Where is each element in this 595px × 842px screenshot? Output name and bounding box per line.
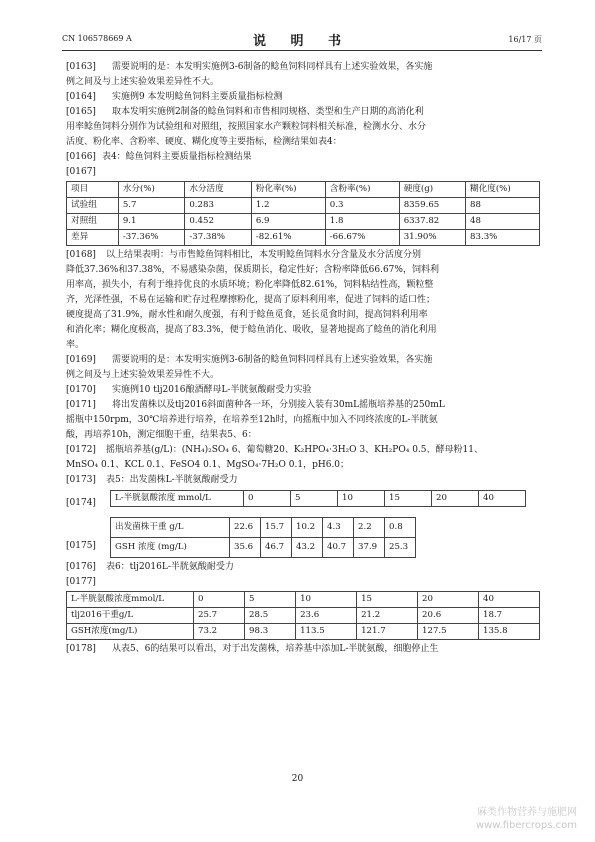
paragraph-0163: [66, 60, 540, 90]
table-cell: 4.3: [323, 518, 354, 538]
table-cell: tlj2016干重g/L: [67, 608, 194, 624]
paragraph-line: 将出发菌株以及tlj2016斜面菌种各一环，分别接入装有30mL摇瓶培养基的250mL: [111, 400, 445, 410]
paragraph-number: [0174]: [66, 498, 96, 508]
table-row: [111, 518, 416, 538]
paragraph-0170: [66, 383, 540, 398]
paragraph-number: [0177]: [66, 577, 96, 587]
paragraph-0176: [66, 560, 540, 575]
table-cell: 5: [291, 491, 338, 507]
table-row: [111, 491, 526, 507]
table-cell: 40: [479, 491, 526, 507]
paragraph-line: 以上结果表明：与市售鲶鱼饲料相比，本发明鲶鱼饲料水分含量及水分活度分别: [105, 250, 421, 260]
paragraph-number: [0170]: [66, 385, 96, 395]
table-cell: 43.2: [292, 538, 323, 558]
table-cell: 差异: [67, 230, 119, 246]
table-row: [67, 592, 540, 608]
section-heading: 实施例9 本发明鲶鱼饲料主要质量指标检测: [111, 92, 283, 102]
paragraph-number: [0166]: [66, 152, 96, 162]
paragraph-0177: [66, 575, 540, 590]
table-cell: 1.8: [325, 214, 399, 230]
table-5-results: [110, 517, 416, 558]
table-cell: 40: [479, 592, 540, 608]
table-cell: 试验组: [67, 198, 119, 214]
table-row: [111, 538, 416, 558]
paragraph-line: 摇瓶中150rpm，30℃培养进行培养，在培养至12h时，向摇瓶中加入不同终浓度的L-半胱氨: [66, 415, 438, 425]
paragraph-number: [0167]: [66, 167, 96, 177]
table-cell: 0: [194, 592, 245, 608]
table-cell: 121.7: [357, 624, 418, 640]
paragraph-number: [0163]: [66, 62, 96, 72]
paragraph-line: 活度、粉化率、含粉率、硬度、糊化度等主要指标，检测结果如表4：: [66, 137, 342, 147]
table-cell: 6.9: [251, 214, 325, 230]
table-cell: 项目: [67, 182, 119, 198]
table-cell: 22.6: [230, 518, 261, 538]
paragraph-0174: [66, 490, 540, 507]
paragraph-line: 需要说明的是：本发明实施例3-6制备的鲶鱼饲料同样具有上述实验效果，各实施: [111, 355, 433, 365]
table-5-concentration-row: [110, 490, 526, 507]
table-row: [67, 214, 540, 230]
paragraph-number: [0173]: [66, 475, 96, 485]
paragraph-line: 和消化率；糊化度极高，提高了83.3%，便于鲶鱼消化、吸收，显著地提高了鲶鱼的消化利用: [66, 325, 437, 335]
table-cell: 5: [245, 592, 296, 608]
table-row: [67, 624, 540, 640]
paragraph-0175: [66, 517, 540, 558]
table-header-row: [67, 182, 540, 198]
table-cell: L-半胱氨酸浓度 mmol/L: [111, 491, 244, 507]
table-cell: 113.5: [296, 624, 357, 640]
table-6-tolerance: [66, 591, 540, 640]
table-cell: 出发菌株干重 g/L: [111, 518, 230, 538]
table-cell: 0.8: [385, 518, 416, 538]
table-cell: 25.7: [194, 608, 245, 624]
paragraph-number: [0175]: [66, 541, 96, 551]
paragraph-0173: [66, 473, 540, 488]
page-header: [62, 30, 542, 48]
document-title: 说 明 书: [252, 34, 352, 49]
table-cell: -37.38%: [185, 230, 252, 246]
section-heading: 实施例10 tlj2016酿酒酵母L-半胱氨酸耐受力实验: [111, 385, 312, 395]
table-row: [67, 608, 540, 624]
paragraph-0165: [66, 105, 540, 150]
table-cell: 127.5: [418, 624, 479, 640]
table-cell: 硬度(g): [399, 182, 465, 198]
table-cell: -37.36%: [118, 230, 185, 246]
table-cell: 0.3: [325, 198, 399, 214]
table-cell: 对照组: [67, 214, 119, 230]
table-cell: 10.2: [292, 518, 323, 538]
table-cell: 20: [418, 592, 479, 608]
table-cell: 15: [385, 491, 432, 507]
paragraph-line: 齐，光泽性强，不易在运输和贮存过程摩擦粉化，提高了原料利用率，促进了饲料的适口性；: [66, 295, 436, 305]
paragraph-number: [0169]: [66, 355, 96, 365]
paragraph-number: [0176]: [66, 562, 96, 572]
table-cell: 98.3: [245, 624, 296, 640]
paragraph-line: 率。: [66, 340, 85, 350]
table-cell: 31.90%: [399, 230, 465, 246]
table-cell: 73.2: [194, 624, 245, 640]
table-cell: 83.3%: [466, 230, 540, 246]
table-cell: 10: [338, 491, 385, 507]
paragraph-line: 降低37.36%和37.38%，不易感染杂菌，保质期长，稳定性好；含粉率降低66.67%，饲料利: [66, 265, 439, 275]
table-cell: 88: [466, 198, 540, 214]
table-cell: -66.67%: [325, 230, 399, 246]
table-caption: 表6：tlj2016L-半胱氨酸耐受力: [105, 562, 234, 572]
paragraph-number: [0168]: [66, 250, 96, 260]
table-cell: 0.452: [185, 214, 252, 230]
table-cell: 水分活度: [185, 182, 252, 198]
page-number: 20: [291, 774, 304, 784]
table-cell: 20: [432, 491, 479, 507]
document-body: [66, 60, 540, 657]
table-cell: 水分(%): [118, 182, 185, 198]
paragraph-line: 硬度提高了31.9%，耐水性和耐久度强，有利于鲶鱼觅食，延长觅食时间，提高饲料利用率: [66, 310, 428, 320]
paragraph-number: [0164]: [66, 92, 96, 102]
paragraph-0169: [66, 353, 540, 383]
table-caption: 表5：出发菌株L-半胱氨酸耐受力: [105, 475, 238, 485]
table-cell: 15.7: [261, 518, 292, 538]
table-cell: 0: [244, 491, 291, 507]
paragraph-0172: [66, 443, 540, 473]
table-cell: L-半胱氨酸浓度mmol/L: [67, 592, 194, 608]
paragraph-0167: [66, 165, 540, 180]
watermark: [476, 806, 577, 832]
header-rule: [62, 50, 542, 51]
paragraph-0166: [66, 150, 540, 165]
table-cell: 15: [357, 592, 418, 608]
table-cell: 1.2: [251, 198, 325, 214]
paragraph-number: [0165]: [66, 107, 96, 117]
table-cell: 25.3: [385, 538, 416, 558]
table-cell: 粉化率(%): [251, 182, 325, 198]
table-cell: 20.6: [418, 608, 479, 624]
paragraph-0164: [66, 90, 540, 105]
paragraph-number: [0171]: [66, 400, 96, 410]
paragraph-line: 取本发明实施例2制备的鲶鱼饲料和市售相同规格、类型和生产日期的高消化利: [111, 107, 424, 117]
table-cell: 35.6: [230, 538, 261, 558]
paragraph-line: 用率高，损失小，有利于维持优良的水质环境；粉化率降低82.61%，饲料粘结性高，颗粒整: [66, 280, 434, 290]
table-cell: 21.2: [357, 608, 418, 624]
table-4-quality-indicators: [66, 181, 540, 246]
table-cell: 40.7: [323, 538, 354, 558]
table-cell: 48: [466, 214, 540, 230]
table-cell: 135.8: [479, 624, 540, 640]
paragraph-line: 需要说明的是：本发明实施例3-6制备的鲶鱼饲料同样具有上述实验效果，各实施: [111, 62, 433, 72]
paragraph-line: MnSO₄ 0.1、KCL 0.1、FeSO4 0.1、MgSO₄·7H₂O 0.1，pH6.0；: [66, 460, 350, 470]
table-cell: GSH浓度(mg/L): [67, 624, 194, 640]
paragraph-line: 例之间及与上述实验效果差异性不大。: [66, 370, 220, 380]
paragraph-number: [0172]: [66, 445, 96, 455]
page-count: 16/17 页: [508, 35, 542, 44]
paragraph-0168: [66, 248, 540, 353]
table-cell: GSH 浓度 (mg/L): [111, 538, 230, 558]
paragraph-number: [0178]: [66, 644, 96, 654]
paragraph-0171: [66, 398, 540, 443]
paragraph-0178: [66, 642, 540, 657]
table-cell: 2.2: [354, 518, 385, 538]
table-row: [67, 230, 540, 246]
table-row: [67, 198, 540, 214]
table-cell: 糊化度(%): [466, 182, 540, 198]
table-cell: 8359.65: [399, 198, 465, 214]
table-cell: -82.61%: [251, 230, 325, 246]
table-cell: 28.5: [245, 608, 296, 624]
table-cell: 0.283: [185, 198, 252, 214]
paragraph-line: 例之间及与上述实验效果差异性不大。: [66, 77, 220, 87]
table-cell: 18.7: [479, 608, 540, 624]
table-cell: 9.1: [118, 214, 185, 230]
table-cell: 46.7: [261, 538, 292, 558]
patent-number: CN 106578669 A: [62, 34, 132, 43]
watermark-line: 麻类作物营养与施肥网: [477, 807, 577, 818]
table-cell: 6337.82: [399, 214, 465, 230]
watermark-line: www.fibercrops.com: [475, 820, 577, 831]
paragraph-line: 从表5、6的结果可以看出，对于出发菌株，培养基中添加L-半胱氨酸，细胞停止生: [111, 644, 439, 654]
table-cell: 5.7: [118, 198, 185, 214]
paragraph-line: 酸，再培养10h，测定细胞干重，结果表5、6：: [66, 430, 257, 440]
table-cell: 含粉率(%): [325, 182, 399, 198]
paragraph-line: 用率鲶鱼饲料分别作为试验组和对照组，按照国家水产颗粒饲料相关标准，检测水分、水分: [66, 122, 427, 132]
table-cell: 37.9: [354, 538, 385, 558]
paragraph-line: 摇瓶培养基(g/L)：(NH₄)₂SO₄ 6、葡萄糖20、K₂HPO₄·3H₂O 3、KH₂PO₄ 0.5、酵母粉11、: [105, 445, 483, 455]
table-caption: 表4：鲶鱼饲料主要质量指标检测结果: [101, 152, 252, 162]
table-cell: 10: [296, 592, 357, 608]
table-cell: 23.6: [296, 608, 357, 624]
